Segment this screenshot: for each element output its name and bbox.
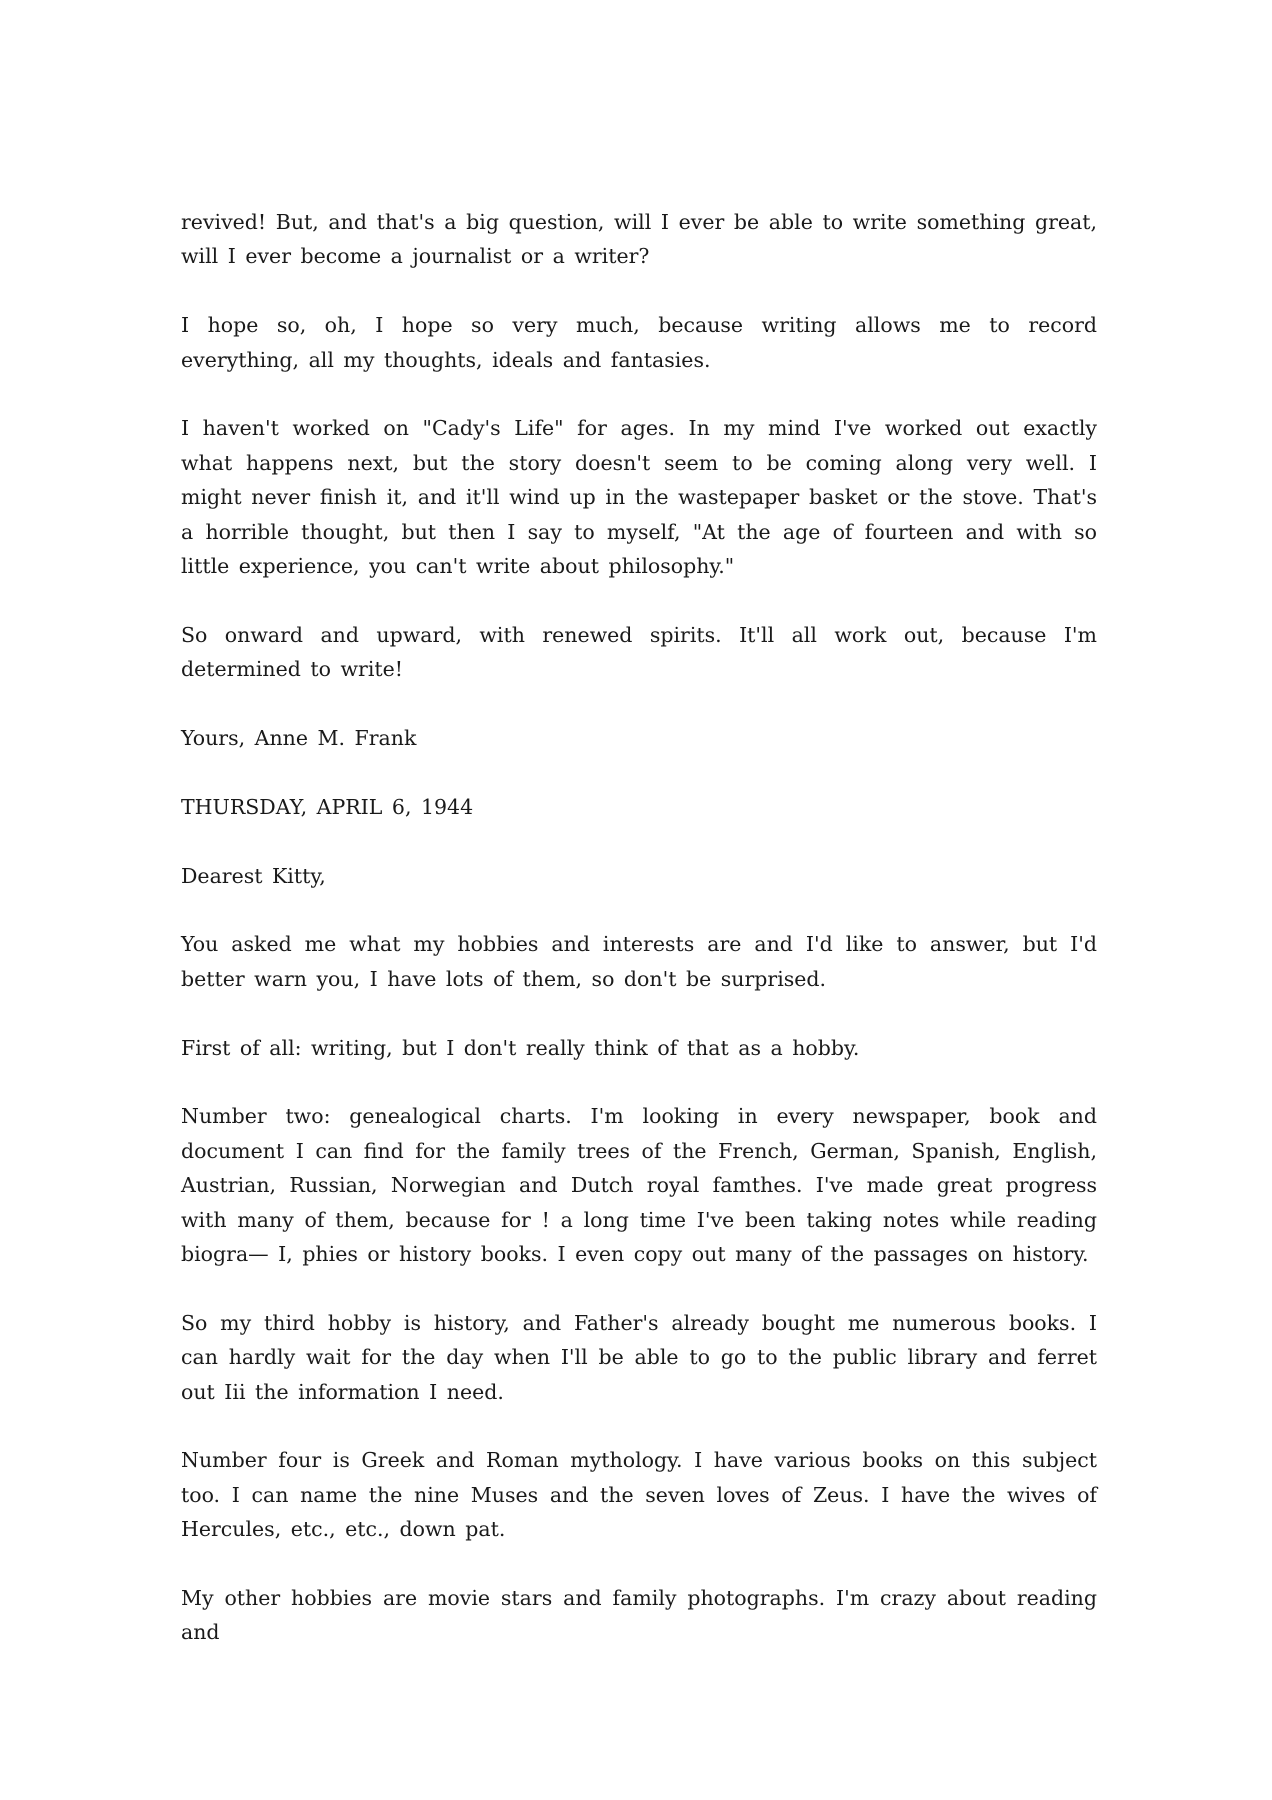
document-body	[181, 205, 1097, 1650]
paragraph-writer-question: revived! But, and that's a big question, will I ever be able to write something great, will I ever become a journalist or a writer?	[181, 210, 1097, 269]
salutation: Dearest Kitty,	[181, 863, 326, 888]
paragraph-hobby-history: So my third hobby is history, and Father's already bought me numerous books. I can hardly wait for the day when I'll be able to go to the public library and ferret out Iii the information I need.	[181, 1310, 1097, 1404]
paragraph-hobby-mythology: Number four is Greek and Roman mythology. I have various books on this subject too. I can name the nine Muses and the seven loves of Zeus. I have the wives of Hercules, etc., etc., down pat.	[181, 1448, 1097, 1542]
paragraph-onward: So onward and upward, with renewed spirits. It'll all work out, because I'm determined to write!	[181, 622, 1097, 682]
paragraph-hobbies-intro: You asked me what my hobbies and interests are and I'd like to answer, but I'd better warn you, I have lots of them, so don't be surprised.	[181, 932, 1097, 991]
paragraph-hobby-writing: First of all: writing, but I don't really think of that as a hobby.	[181, 1035, 860, 1060]
paragraph-other-hobbies: My other hobbies are movie stars and family photographs. I'm crazy about reading and	[181, 1586, 1097, 1645]
paragraph-hope: I hope so, oh, I hope so very much, because writing allows me to record everything, all my thoughts, ideals and fantasies.	[181, 313, 1097, 372]
signature-line: Yours, Anne M. Frank	[181, 726, 417, 751]
entry-date: THURSDAY, APRIL 6, 1944	[181, 794, 474, 819]
paragraph-hobby-genealogy: Number two: genealogical charts. I'm looking in every newspaper, book and document I can find for the family trees of the French, German, Spanish, English, Austrian, Russian, Norwegian and Dutch royal famthes. I've made great progress with many of them, because for ! a long time I've been taking notes while reading biogra— I, phies or history books. I even copy out many of the passages on history.	[181, 1104, 1097, 1267]
paragraph-cadys-life: I haven't worked on "Cady's Life" for ages. In my mind I've worked out exactly what happens next, but the story doesn't seem to be coming along very well. I might never finish it, and it'll wind up in the wastepaper basket or the stove. That's a horrible thought, but then I say to myself, "At the age of fourteen and with so little experience, you can't write about philosophy."	[181, 416, 1097, 579]
